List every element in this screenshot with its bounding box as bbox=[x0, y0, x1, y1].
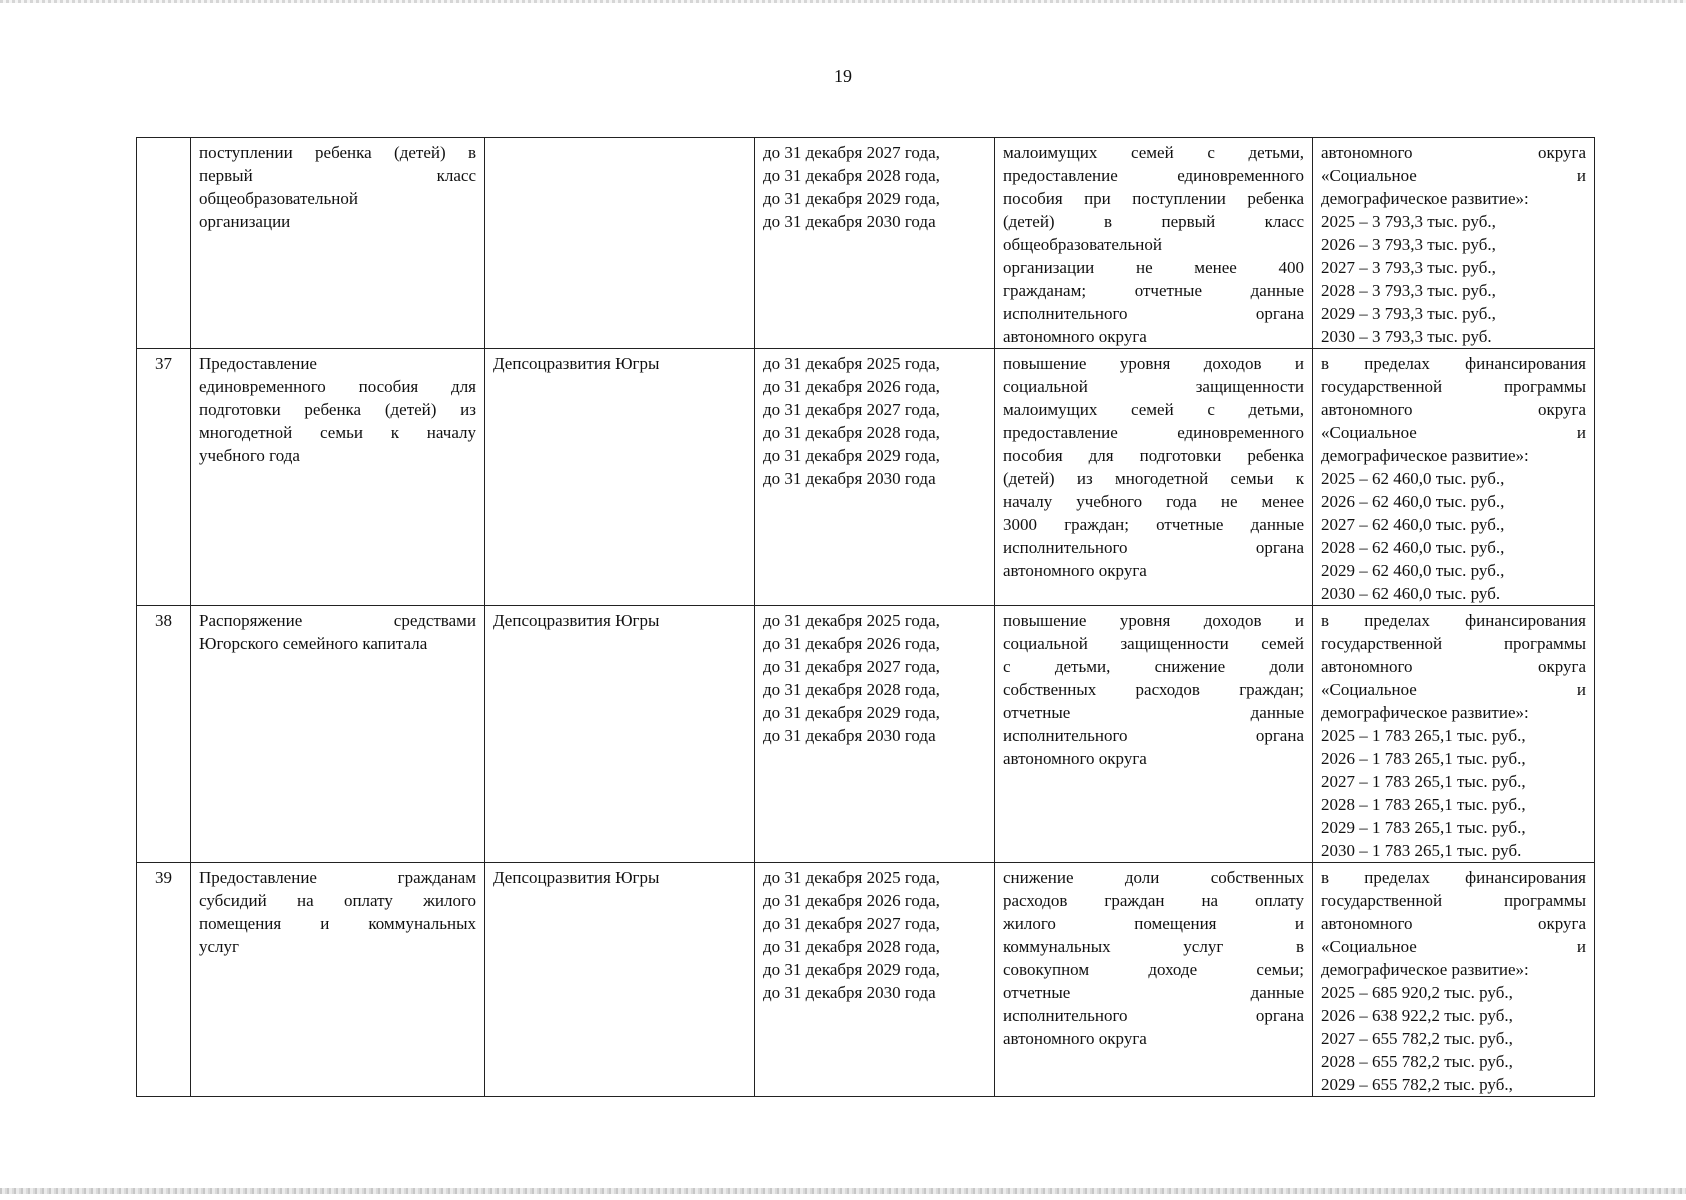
measure-name-line: первый класс bbox=[199, 166, 476, 185]
table-row bbox=[137, 138, 1595, 349]
funding-line: 2030 – 62 460,0 тыс. руб. bbox=[1321, 584, 1501, 603]
deadline-line: до 31 декабря 2029 года, bbox=[763, 446, 940, 465]
funding-line: 2029 – 655 782,2 тыс. руб., bbox=[1321, 1075, 1513, 1094]
result-cell bbox=[995, 606, 1313, 863]
result-line: исполнительного органа bbox=[1003, 1006, 1304, 1025]
measure-name-line: субсидий на оплату жилого bbox=[199, 891, 476, 910]
deadline-line: до 31 декабря 2028 года, bbox=[763, 937, 940, 956]
result-line: автономного округа bbox=[1003, 749, 1147, 768]
funding-line: «Социальное и bbox=[1321, 680, 1586, 699]
funding-line: в пределах финансирования bbox=[1321, 611, 1586, 630]
measure-name-line: Предоставление bbox=[199, 354, 317, 373]
table-row bbox=[137, 863, 1595, 1097]
funding-line: 2028 – 1 783 265,1 тыс. руб., bbox=[1321, 795, 1526, 814]
result-line: предоставление единовременного bbox=[1003, 423, 1304, 442]
result-line: гражданам; отчетные данные bbox=[1003, 281, 1304, 300]
deadline-line: до 31 декабря 2025 года, bbox=[763, 611, 940, 630]
funding-line: 2029 – 1 783 265,1 тыс. руб., bbox=[1321, 818, 1526, 837]
result-line: снижение доли собственных bbox=[1003, 868, 1304, 887]
result-line: повышение уровня доходов и bbox=[1003, 611, 1304, 630]
funding-line: автономного округа bbox=[1321, 914, 1586, 933]
funding-line: государственной программы bbox=[1321, 634, 1586, 653]
deadline-line: до 31 декабря 2030 года bbox=[763, 726, 936, 745]
deadline-cell bbox=[755, 138, 995, 349]
funding-line: автономного округа bbox=[1321, 400, 1586, 419]
executor-cell bbox=[485, 138, 755, 349]
result-line: коммунальных услуг в bbox=[1003, 937, 1304, 956]
funding-line: 2026 – 3 793,3 тыс. руб., bbox=[1321, 235, 1496, 254]
funding-line: 2027 – 1 783 265,1 тыс. руб., bbox=[1321, 772, 1526, 791]
result-line: автономного округа bbox=[1003, 1029, 1147, 1048]
funding-line: 2028 – 62 460,0 тыс. руб., bbox=[1321, 538, 1505, 557]
measure-name-line: организации bbox=[199, 212, 291, 231]
deadline-line: до 31 декабря 2026 года, bbox=[763, 377, 940, 396]
row-number-cell bbox=[137, 863, 191, 1097]
deadline-line: до 31 декабря 2028 года, bbox=[763, 166, 940, 185]
funding-cell bbox=[1313, 606, 1595, 863]
row-number-cell bbox=[137, 349, 191, 606]
deadline-line: до 31 декабря 2028 года, bbox=[763, 680, 940, 699]
measure-name-line: услуг bbox=[199, 937, 240, 956]
measure-name-line: многодетной семьи к началу bbox=[199, 423, 476, 442]
deadline-line: до 31 декабря 2030 года bbox=[763, 469, 936, 488]
result-line: автономного округа bbox=[1003, 561, 1147, 580]
result-line: отчетные данные bbox=[1003, 703, 1304, 722]
deadline-cell bbox=[755, 863, 995, 1097]
deadline-line: до 31 декабря 2029 года, bbox=[763, 960, 940, 979]
funding-line: 2030 – 3 793,3 тыс. руб. bbox=[1321, 327, 1492, 346]
measure-name-line: Предоставление гражданам bbox=[199, 868, 476, 887]
funding-line: 2026 – 1 783 265,1 тыс. руб., bbox=[1321, 749, 1526, 768]
row-number-cell bbox=[137, 138, 191, 349]
executor-cell bbox=[485, 606, 755, 863]
measures-table bbox=[136, 137, 1595, 1097]
scan-edge-bottom bbox=[0, 1188, 1686, 1194]
deadline-cell bbox=[755, 606, 995, 863]
measure-name-line: подготовки ребенка (детей) из bbox=[199, 400, 476, 419]
table-row bbox=[137, 606, 1595, 863]
deadline-line: до 31 декабря 2030 года bbox=[763, 983, 936, 1002]
result-line: расходов граждан на оплату bbox=[1003, 891, 1304, 910]
result-line: общеобразовательной bbox=[1003, 235, 1162, 254]
result-line: малоимущих семей с детьми, bbox=[1003, 143, 1304, 162]
result-line: (детей) из многодетной семьи к bbox=[1003, 469, 1304, 488]
measure-name-line: единовременного пособия для bbox=[199, 377, 476, 396]
executor: Депсоцразвития Югры bbox=[493, 868, 660, 887]
measure-name-line: поступлении ребенка (детей) в bbox=[199, 143, 476, 162]
deadline-cell bbox=[755, 349, 995, 606]
funding-line: 2029 – 62 460,0 тыс. руб., bbox=[1321, 561, 1505, 580]
result-line: повышение уровня доходов и bbox=[1003, 354, 1304, 373]
table-body bbox=[137, 138, 1595, 1097]
result-line: пособия при поступлении ребенка bbox=[1003, 189, 1304, 208]
measure-name-line: учебного года bbox=[199, 446, 300, 465]
funding-line: 2026 – 638 922,2 тыс. руб., bbox=[1321, 1006, 1513, 1025]
result-line: пособия для подготовки ребенка bbox=[1003, 446, 1304, 465]
result-line: исполнительного органа bbox=[1003, 538, 1304, 557]
result-cell bbox=[995, 863, 1313, 1097]
executor: Депсоцразвития Югры bbox=[493, 354, 660, 373]
funding-line: в пределах финансирования bbox=[1321, 354, 1586, 373]
row-number-cell bbox=[137, 606, 191, 863]
deadline-line: до 31 декабря 2025 года, bbox=[763, 354, 940, 373]
measure-name-cell bbox=[191, 863, 485, 1097]
row-number: 38 bbox=[155, 611, 172, 630]
result-line: исполнительного органа bbox=[1003, 304, 1304, 323]
deadline-line: до 31 декабря 2028 года, bbox=[763, 423, 940, 442]
funding-line: 2030 – 1 783 265,1 тыс. руб. bbox=[1321, 841, 1522, 860]
funding-line: «Социальное и bbox=[1321, 937, 1586, 956]
table-row bbox=[137, 349, 1595, 606]
result-line: (детей) в первый класс bbox=[1003, 212, 1304, 231]
scan-edge-top bbox=[0, 0, 1686, 3]
deadline-line: до 31 декабря 2027 года, bbox=[763, 657, 940, 676]
funding-line: 2025 – 685 920,2 тыс. руб., bbox=[1321, 983, 1513, 1002]
funding-line: «Социальное и bbox=[1321, 423, 1586, 442]
result-cell bbox=[995, 349, 1313, 606]
deadline-line: до 31 декабря 2030 года bbox=[763, 212, 936, 231]
funding-line: автономного округа bbox=[1321, 657, 1586, 676]
result-line: малоимущих семей с детьми, bbox=[1003, 400, 1304, 419]
deadline-line: до 31 декабря 2029 года, bbox=[763, 189, 940, 208]
result-line: совокупном доходе семьи; bbox=[1003, 960, 1304, 979]
measure-name-cell bbox=[191, 349, 485, 606]
funding-line: 2025 – 3 793,3 тыс. руб., bbox=[1321, 212, 1496, 231]
funding-line: 2025 – 62 460,0 тыс. руб., bbox=[1321, 469, 1505, 488]
measure-name-line: помещения и коммунальных bbox=[199, 914, 476, 933]
funding-line: государственной программы bbox=[1321, 891, 1586, 910]
measure-name-line: общеобразовательной bbox=[199, 189, 358, 208]
funding-line: 2025 – 1 783 265,1 тыс. руб., bbox=[1321, 726, 1526, 745]
funding-line: 2026 – 62 460,0 тыс. руб., bbox=[1321, 492, 1505, 511]
deadline-line: до 31 декабря 2025 года, bbox=[763, 868, 940, 887]
result-line: отчетные данные bbox=[1003, 983, 1304, 1002]
result-line: предоставление единовременного bbox=[1003, 166, 1304, 185]
funding-line: демографическое развитие»: bbox=[1321, 446, 1529, 465]
measure-name-cell bbox=[191, 606, 485, 863]
result-cell bbox=[995, 138, 1313, 349]
page-number: 19 bbox=[834, 66, 852, 86]
result-line: 3000 граждан; отчетные данные bbox=[1003, 515, 1304, 534]
result-line: социальной защищенности bbox=[1003, 377, 1304, 396]
funding-line: демографическое развитие»: bbox=[1321, 189, 1529, 208]
result-line: с детьми, снижение доли bbox=[1003, 657, 1304, 676]
funding-line: 2027 – 3 793,3 тыс. руб., bbox=[1321, 258, 1496, 277]
executor-cell bbox=[485, 349, 755, 606]
deadline-line: до 31 декабря 2026 года, bbox=[763, 891, 940, 910]
result-line: автономного округа bbox=[1003, 327, 1147, 346]
funding-cell bbox=[1313, 863, 1595, 1097]
funding-cell bbox=[1313, 349, 1595, 606]
funding-line: 2027 – 62 460,0 тыс. руб., bbox=[1321, 515, 1505, 534]
funding-line: 2028 – 655 782,2 тыс. руб., bbox=[1321, 1052, 1513, 1071]
funding-line: «Социальное и bbox=[1321, 166, 1586, 185]
deadline-line: до 31 декабря 2027 года, bbox=[763, 400, 940, 419]
deadline-line: до 31 декабря 2027 года, bbox=[763, 914, 940, 933]
row-number: 37 bbox=[155, 354, 172, 373]
funding-line: демографическое развитие»: bbox=[1321, 703, 1529, 722]
result-line: собственных расходов граждан; bbox=[1003, 680, 1304, 699]
funding-line: 2027 – 655 782,2 тыс. руб., bbox=[1321, 1029, 1513, 1048]
executor: Депсоцразвития Югры bbox=[493, 611, 660, 630]
result-line: жилого помещения и bbox=[1003, 914, 1304, 933]
result-line: исполнительного органа bbox=[1003, 726, 1304, 745]
deadline-line: до 31 декабря 2026 года, bbox=[763, 634, 940, 653]
deadline-line: до 31 декабря 2027 года, bbox=[763, 143, 940, 162]
funding-line: автономного округа bbox=[1321, 143, 1586, 162]
row-number: 39 bbox=[155, 868, 172, 887]
measure-name-line: Югорского семейного капитала bbox=[199, 634, 428, 653]
result-line: социальной защищенности семей bbox=[1003, 634, 1304, 653]
funding-line: государственной программы bbox=[1321, 377, 1586, 396]
funding-line: в пределах финансирования bbox=[1321, 868, 1586, 887]
funding-line: демографическое развитие»: bbox=[1321, 960, 1529, 979]
executor-cell bbox=[485, 863, 755, 1097]
deadline-line: до 31 декабря 2029 года, bbox=[763, 703, 940, 722]
result-line: началу учебного года не менее bbox=[1003, 492, 1304, 511]
result-line: организации не менее 400 bbox=[1003, 258, 1304, 277]
measure-name-line: Распоряжение средствами bbox=[199, 611, 476, 630]
funding-cell bbox=[1313, 138, 1595, 349]
funding-line: 2028 – 3 793,3 тыс. руб., bbox=[1321, 281, 1496, 300]
funding-line: 2029 – 3 793,3 тыс. руб., bbox=[1321, 304, 1496, 323]
measure-name-cell bbox=[191, 138, 485, 349]
